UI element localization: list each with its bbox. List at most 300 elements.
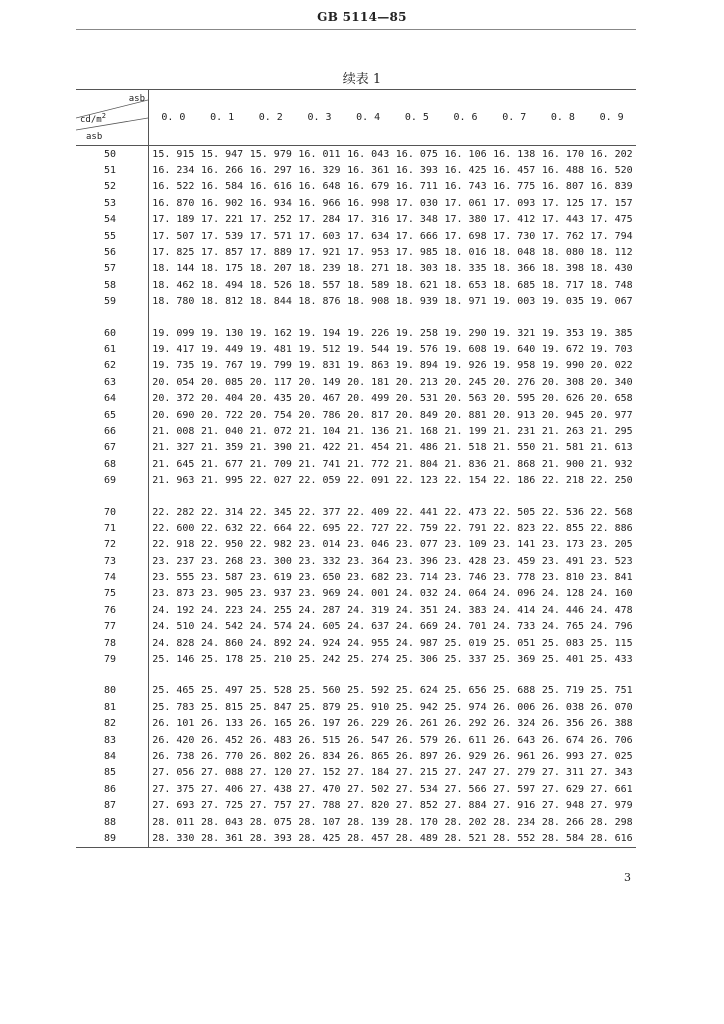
row-label: 87 xyxy=(76,797,149,813)
table-cell: 27. 056 xyxy=(152,767,195,779)
row-label: 67 xyxy=(76,440,149,456)
table-cell: 17. 252 xyxy=(249,214,292,226)
table-cell: 28. 011 xyxy=(152,816,195,828)
table-cell: 19. 353 xyxy=(541,327,584,339)
table-cell: 17. 889 xyxy=(249,247,292,259)
table-cell: 25. 910 xyxy=(347,701,390,713)
row-label: 84 xyxy=(76,748,149,764)
table-cell: 19. 703 xyxy=(590,343,633,355)
table-cell: 19. 258 xyxy=(395,327,438,339)
table-cell: 17. 125 xyxy=(541,197,584,209)
table-cell: 19. 417 xyxy=(152,343,195,355)
table-corner-cell xyxy=(76,90,149,146)
table-cell: 18. 366 xyxy=(493,263,536,275)
table-cell: 23. 173 xyxy=(541,539,584,551)
table-caption: 续表 1 xyxy=(342,72,382,87)
table-cell: 19. 608 xyxy=(444,343,487,355)
table-cell: 17. 316 xyxy=(347,214,390,226)
table-cell: 20. 754 xyxy=(249,409,292,421)
table-cell: 16. 202 xyxy=(590,148,633,160)
table-cell: 20. 531 xyxy=(395,393,438,405)
table-cell: 16. 170 xyxy=(541,148,584,160)
table-row xyxy=(76,797,636,813)
table-cell: 24. 446 xyxy=(541,604,584,616)
row-label: 77 xyxy=(76,619,149,635)
table-cell: 21. 581 xyxy=(541,442,584,454)
table-cell: 20. 054 xyxy=(152,376,195,388)
table-cell: 17. 794 xyxy=(590,230,633,242)
table-cell: 25. 592 xyxy=(347,685,390,697)
table-cell: 24. 924 xyxy=(298,637,341,649)
table-cell: 16. 966 xyxy=(298,197,341,209)
table-row xyxy=(76,619,636,635)
table-cell: 27. 279 xyxy=(493,767,536,779)
table-cell: 22. 600 xyxy=(152,522,195,534)
table-cell: 19. 576 xyxy=(395,343,438,355)
table-row xyxy=(76,683,636,699)
table-cell: 17. 284 xyxy=(298,214,341,226)
table-cell: 25. 433 xyxy=(590,654,633,666)
row-label: 54 xyxy=(76,212,149,228)
table-cell: 27. 120 xyxy=(249,767,292,779)
table-cell: 16. 106 xyxy=(444,148,487,160)
row-label: 73 xyxy=(76,553,149,569)
table-cell: 21. 422 xyxy=(298,442,341,454)
table-cell: 22. 345 xyxy=(249,506,292,518)
table-cell: 22. 982 xyxy=(249,539,292,551)
table-cell: 27. 088 xyxy=(201,767,244,779)
row-label: 74 xyxy=(76,569,149,585)
table-cell: 23. 682 xyxy=(347,572,390,584)
table-cell: 20. 817 xyxy=(347,409,390,421)
table-cell: 18. 717 xyxy=(541,279,584,291)
table-cell: 15. 947 xyxy=(201,148,244,160)
table-cell: 25. 465 xyxy=(152,685,195,697)
table-cell: 15. 979 xyxy=(249,148,292,160)
row-label: 52 xyxy=(76,179,149,195)
table-cell: 20. 213 xyxy=(395,376,438,388)
table-cell: 22. 154 xyxy=(444,475,487,487)
table-cell: 22. 091 xyxy=(347,475,390,487)
row-label: 81 xyxy=(76,699,149,715)
table-cell: 15. 915 xyxy=(152,148,195,160)
column-header: 0. 1 xyxy=(198,90,247,146)
table-cell: 23. 332 xyxy=(298,555,341,567)
table-cell: 20. 404 xyxy=(201,393,244,405)
table-cell: 19. 958 xyxy=(493,360,536,372)
table-cell: 22. 791 xyxy=(444,522,487,534)
table-cell: 24. 001 xyxy=(347,588,390,600)
table-cell: 24. 192 xyxy=(152,604,195,616)
table-cell: 17. 380 xyxy=(444,214,487,226)
table-cell: 21. 040 xyxy=(201,425,244,437)
table-cell: 26. 579 xyxy=(395,734,438,746)
table-cell: 24. 542 xyxy=(201,621,244,633)
table-row xyxy=(76,781,636,797)
table-cell: 24. 765 xyxy=(541,621,584,633)
row-label: 53 xyxy=(76,195,149,211)
table-cell: 25. 178 xyxy=(201,654,244,666)
table-cell: 23. 905 xyxy=(201,588,244,600)
row-label: 58 xyxy=(76,277,149,293)
table-cell: 18. 653 xyxy=(444,279,487,291)
table-cell: 27. 184 xyxy=(347,767,390,779)
table-cell: 21. 868 xyxy=(493,458,536,470)
table-cell: 18. 939 xyxy=(395,296,438,308)
table-cell: 26. 292 xyxy=(444,718,487,730)
table-cell: 21. 963 xyxy=(152,475,195,487)
table-cell: 16. 043 xyxy=(347,148,390,160)
row-label: 75 xyxy=(76,586,149,602)
table-cell: 23. 428 xyxy=(444,555,487,567)
spacer-cell xyxy=(76,310,149,325)
table-cell: 22. 505 xyxy=(493,506,536,518)
table-row xyxy=(76,162,636,178)
table-cell: 20. 340 xyxy=(590,376,633,388)
table-cell: 23. 396 xyxy=(395,555,438,567)
table-cell: 24. 064 xyxy=(444,588,487,600)
column-header: 0. 9 xyxy=(587,90,636,146)
table-row xyxy=(76,537,636,553)
table-cell: 26. 452 xyxy=(201,734,244,746)
table-cell: 22. 218 xyxy=(541,475,584,487)
table-row xyxy=(76,244,636,260)
table-cell: 17. 921 xyxy=(298,247,341,259)
table-cell: 22. 027 xyxy=(249,475,292,487)
table-cell: 18. 876 xyxy=(298,296,341,308)
table-cell: 23. 014 xyxy=(298,539,341,551)
header-rule xyxy=(76,29,636,30)
table-cell: 21. 613 xyxy=(590,442,633,454)
table-cell: 16. 361 xyxy=(347,165,390,177)
table-cell: 19. 226 xyxy=(347,327,390,339)
table-cell: 25. 051 xyxy=(493,637,536,649)
table-cell: 19. 003 xyxy=(493,296,536,308)
table-cell: 25. 210 xyxy=(249,654,292,666)
table-cell: 19. 162 xyxy=(249,327,292,339)
table-cell: 20. 181 xyxy=(347,376,390,388)
column-header: 0. 0 xyxy=(149,90,198,146)
table-cell: 23. 841 xyxy=(590,572,633,584)
table-cell: 28. 298 xyxy=(590,816,633,828)
column-header: 0. 2 xyxy=(246,90,295,146)
table-cell: 23. 587 xyxy=(201,572,244,584)
table-cell: 16. 520 xyxy=(590,165,633,177)
table-cell: 22. 536 xyxy=(541,506,584,518)
row-label: 63 xyxy=(76,374,149,390)
table-cell: 23. 300 xyxy=(249,555,292,567)
table-row xyxy=(76,456,636,472)
row-label: 56 xyxy=(76,244,149,260)
table-row xyxy=(76,294,636,310)
table-cell: 16. 457 xyxy=(493,165,536,177)
table-cell: 25. 783 xyxy=(152,701,195,713)
table-cell: 18. 557 xyxy=(298,279,341,291)
table-cell: 18. 780 xyxy=(152,296,195,308)
table-cell: 24. 669 xyxy=(395,621,438,633)
table-cell: 26. 261 xyxy=(395,718,438,730)
row-label: 62 xyxy=(76,358,149,374)
table-cell: 26. 738 xyxy=(152,750,195,762)
table-cell: 22. 314 xyxy=(201,506,244,518)
table-cell: 19. 544 xyxy=(347,343,390,355)
table-cell: 21. 645 xyxy=(152,458,195,470)
table-cell: 24. 478 xyxy=(590,604,633,616)
row-label: 70 xyxy=(76,504,149,520)
table-cell: 21. 709 xyxy=(249,458,292,470)
table-cell: 24. 287 xyxy=(298,604,341,616)
table-cell: 20. 913 xyxy=(493,409,536,421)
table-cell: 26. 420 xyxy=(152,734,195,746)
table-cell: 22. 855 xyxy=(541,522,584,534)
row-label: 86 xyxy=(76,781,149,797)
table-cell: 19. 512 xyxy=(298,343,341,355)
table-cell: 16. 075 xyxy=(395,148,438,160)
table-row xyxy=(76,179,636,195)
table-cell: 20. 563 xyxy=(444,393,487,405)
row-label: 60 xyxy=(76,325,149,341)
table-cell: 19. 067 xyxy=(590,296,633,308)
table-cell: 24. 096 xyxy=(493,588,536,600)
table-cell: 18. 112 xyxy=(590,247,633,259)
table-cell: 19. 926 xyxy=(444,360,487,372)
table-row xyxy=(76,325,636,341)
table-cell: 17. 157 xyxy=(590,197,633,209)
table-cell: 16. 393 xyxy=(395,165,438,177)
table-cell: 27. 311 xyxy=(541,767,584,779)
table-cell: 18. 303 xyxy=(395,263,438,275)
spacer-cell xyxy=(149,489,637,504)
table-cell: 17. 666 xyxy=(395,230,438,242)
table-cell: 24. 796 xyxy=(590,621,633,633)
table-cell: 27. 788 xyxy=(298,800,341,812)
row-label: 50 xyxy=(76,146,149,163)
table-cell: 20. 372 xyxy=(152,393,195,405)
table-cell: 24. 637 xyxy=(347,621,390,633)
table-cell: 25. 624 xyxy=(395,685,438,697)
table-cell: 26. 483 xyxy=(249,734,292,746)
table-cell: 17. 348 xyxy=(395,214,438,226)
table-cell: 26. 802 xyxy=(249,750,292,762)
table-cell: 20. 308 xyxy=(541,376,584,388)
column-header: 0. 3 xyxy=(295,90,344,146)
table-cell: 17. 412 xyxy=(493,214,536,226)
table-cell: 20. 595 xyxy=(493,393,536,405)
table-cell: 19. 640 xyxy=(493,343,536,355)
conversion-table xyxy=(76,89,636,848)
table-cell: 19. 321 xyxy=(493,327,536,339)
row-label: 82 xyxy=(76,716,149,732)
table-row xyxy=(76,212,636,228)
table-cell: 25. 560 xyxy=(298,685,341,697)
table-cell: 18. 462 xyxy=(152,279,195,291)
row-label: 68 xyxy=(76,456,149,472)
table-cell: 24. 383 xyxy=(444,604,487,616)
table-cell: 21. 072 xyxy=(249,425,292,437)
table-cell: 16. 870 xyxy=(152,197,195,209)
table-cell: 23. 873 xyxy=(152,588,195,600)
table-row xyxy=(76,195,636,211)
table-cell: 24. 828 xyxy=(152,637,195,649)
table-cell: 21. 550 xyxy=(493,442,536,454)
table-cell: 22. 759 xyxy=(395,522,438,534)
table-cell: 17. 539 xyxy=(201,230,244,242)
table-cell: 27. 820 xyxy=(347,800,390,812)
table-cell: 22. 918 xyxy=(152,539,195,551)
table-cell: 23. 778 xyxy=(493,572,536,584)
table-cell: 20. 786 xyxy=(298,409,341,421)
table-cell: 25. 528 xyxy=(249,685,292,697)
row-label: 72 xyxy=(76,537,149,553)
table-cell: 16. 934 xyxy=(249,197,292,209)
group-spacer xyxy=(76,310,636,325)
table-cell: 25. 497 xyxy=(201,685,244,697)
table-cell: 24. 414 xyxy=(493,604,536,616)
table-cell: 28. 075 xyxy=(249,816,292,828)
table-cell: 16. 839 xyxy=(590,181,633,193)
table-cell: 21. 327 xyxy=(152,442,195,454)
table-cell: 21. 995 xyxy=(201,475,244,487)
table-cell: 18. 335 xyxy=(444,263,487,275)
table-cell: 23. 937 xyxy=(249,588,292,600)
table-cell: 17. 475 xyxy=(590,214,633,226)
table-cell: 24. 032 xyxy=(395,588,438,600)
table-cell: 27. 025 xyxy=(590,750,633,762)
group-spacer xyxy=(76,489,636,504)
table-cell: 27. 566 xyxy=(444,783,487,795)
table-cell: 22. 664 xyxy=(249,522,292,534)
table-cell: 18. 494 xyxy=(201,279,244,291)
table-cell: 27. 948 xyxy=(541,800,584,812)
table-cell: 28. 139 xyxy=(347,816,390,828)
table-cell: 25. 879 xyxy=(298,701,341,713)
table-cell: 24. 987 xyxy=(395,637,438,649)
table-cell: 18. 748 xyxy=(590,279,633,291)
table-row xyxy=(76,830,636,847)
spacer-cell xyxy=(149,668,637,683)
table-cell: 23. 650 xyxy=(298,572,341,584)
row-label: 57 xyxy=(76,261,149,277)
table-row xyxy=(76,553,636,569)
row-label: 69 xyxy=(76,472,149,488)
row-label: 85 xyxy=(76,765,149,781)
table-cell: 23. 364 xyxy=(347,555,390,567)
row-label: 78 xyxy=(76,635,149,651)
table-cell: 25. 274 xyxy=(347,654,390,666)
table-cell: 24. 510 xyxy=(152,621,195,633)
table-cell: 18. 971 xyxy=(444,296,487,308)
table-cell: 17. 221 xyxy=(201,214,244,226)
table-header-row xyxy=(76,90,636,146)
table-cell: 18. 239 xyxy=(298,263,341,275)
table-cell: 26. 070 xyxy=(590,701,633,713)
table-cell: 22. 409 xyxy=(347,506,390,518)
table-cell: 23. 491 xyxy=(541,555,584,567)
table-cell: 28. 266 xyxy=(541,816,584,828)
table-cell: 22. 886 xyxy=(590,522,633,534)
table-cell: 24. 605 xyxy=(298,621,341,633)
table-row xyxy=(76,814,636,830)
table-row xyxy=(76,407,636,423)
table-cell: 18. 430 xyxy=(590,263,633,275)
table-cell: 17. 634 xyxy=(347,230,390,242)
page-number: 3 xyxy=(624,871,631,884)
table-cell: 19. 130 xyxy=(201,327,244,339)
table-row xyxy=(76,602,636,618)
table-cell: 22. 282 xyxy=(152,506,195,518)
table-cell: 16. 138 xyxy=(493,148,536,160)
table-cell: 19. 290 xyxy=(444,327,487,339)
table-cell: 19. 767 xyxy=(201,360,244,372)
table-cell: 21. 804 xyxy=(395,458,438,470)
table-cell: 22. 059 xyxy=(298,475,341,487)
table-cell: 23. 237 xyxy=(152,555,195,567)
table-cell: 16. 522 xyxy=(152,181,195,193)
table-cell: 18. 175 xyxy=(201,263,244,275)
table-cell: 23. 555 xyxy=(152,572,195,584)
table-cell: 21. 836 xyxy=(444,458,487,470)
table-cell: 18. 621 xyxy=(395,279,438,291)
table-cell: 18. 589 xyxy=(347,279,390,291)
table-row xyxy=(76,748,636,764)
table-cell: 24. 733 xyxy=(493,621,536,633)
table-cell: 26. 006 xyxy=(493,701,536,713)
table-cell: 18. 144 xyxy=(152,263,195,275)
row-label: 66 xyxy=(76,423,149,439)
table-cell: 25. 115 xyxy=(590,637,633,649)
table-cell: 26. 929 xyxy=(444,750,487,762)
table-cell: 24. 160 xyxy=(590,588,633,600)
table-cell: 18. 685 xyxy=(493,279,536,291)
table-cell: 16. 711 xyxy=(395,181,438,193)
table-cell: 16. 807 xyxy=(541,181,584,193)
table-cell: 26. 324 xyxy=(493,718,536,730)
table-cell: 17. 953 xyxy=(347,247,390,259)
table-row xyxy=(76,472,636,488)
table-cell: 24. 955 xyxy=(347,637,390,649)
table-cell: 28. 361 xyxy=(198,830,247,847)
table-cell: 21. 486 xyxy=(395,442,438,454)
row-label: 61 xyxy=(76,341,149,357)
table-cell: 16. 297 xyxy=(249,165,292,177)
table-cell: 19. 035 xyxy=(541,296,584,308)
table-cell: 24. 701 xyxy=(444,621,487,633)
row-label: 71 xyxy=(76,520,149,536)
table-row xyxy=(76,277,636,293)
table-cell: 27. 343 xyxy=(590,767,633,779)
table-cell: 17. 571 xyxy=(249,230,292,242)
table-row xyxy=(76,228,636,244)
row-label: 59 xyxy=(76,294,149,310)
table-cell: 25. 337 xyxy=(444,654,487,666)
table-cell: 20. 085 xyxy=(201,376,244,388)
table-cell: 27. 916 xyxy=(493,800,536,812)
table-cell: 27. 406 xyxy=(201,783,244,795)
table-cell: 17. 030 xyxy=(395,197,438,209)
table-cell: 20. 690 xyxy=(152,409,195,421)
table-cell: 27. 375 xyxy=(152,783,195,795)
table-cell: 17. 825 xyxy=(152,247,195,259)
table-cell: 20. 149 xyxy=(298,376,341,388)
table-cell: 26. 897 xyxy=(395,750,438,762)
column-header: 0. 8 xyxy=(539,90,588,146)
table-cell: 22. 186 xyxy=(493,475,536,487)
table-cell: 27. 979 xyxy=(590,800,633,812)
table-cell: 21. 772 xyxy=(347,458,390,470)
table-cell: 26. 706 xyxy=(590,734,633,746)
table-cell: 17. 443 xyxy=(541,214,584,226)
spacer-cell xyxy=(76,489,149,504)
